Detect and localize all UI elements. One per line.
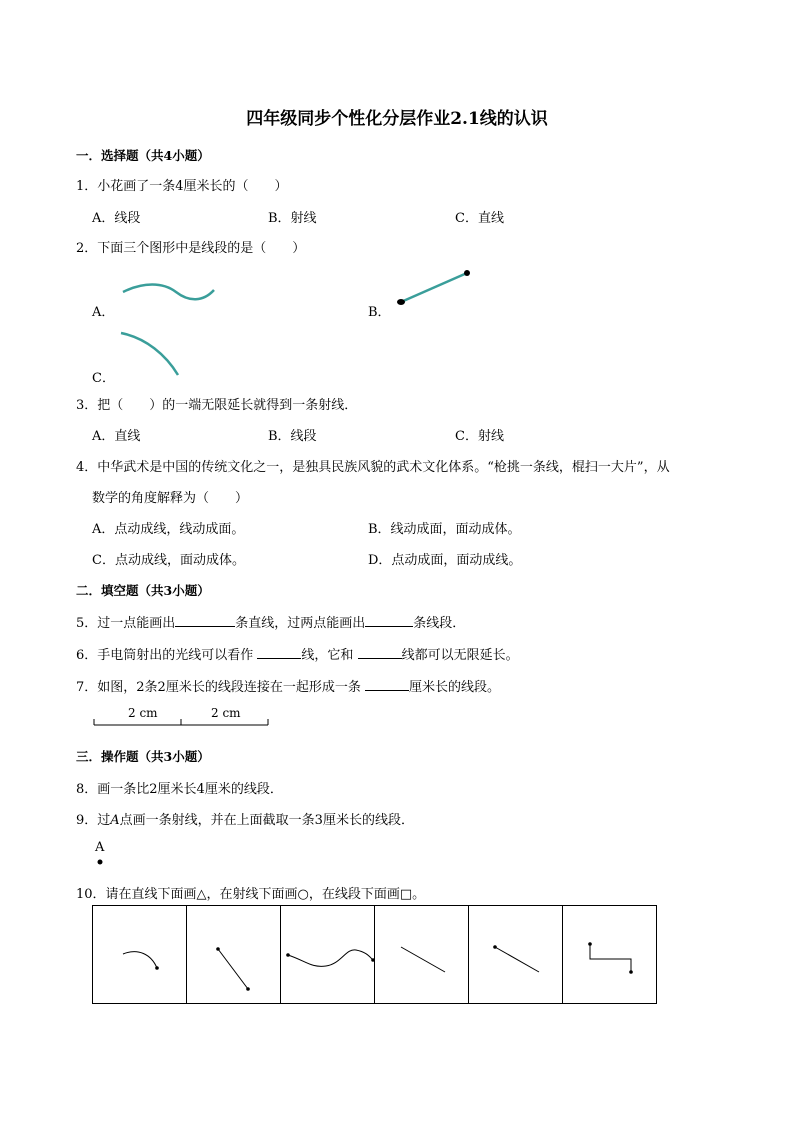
q2-figure-b-segment — [394, 268, 474, 308]
q6-blank2[interactable] — [358, 644, 402, 659]
q2-option-c: C． — [92, 371, 115, 386]
q6-blank1[interactable] — [257, 644, 301, 659]
section-heading-fill: 二．填空题（共3小题） — [76, 583, 210, 598]
q5-part3: 条线段． — [413, 616, 466, 631]
q10-figure-wavy-segment — [281, 906, 374, 1003]
q4-option-b: B．线动成面，面动成体。 — [368, 522, 521, 537]
q5-blank1[interactable] — [175, 612, 235, 627]
q7-segment-label-1: 2 cm — [128, 706, 158, 720]
q10-figure-line — [375, 906, 468, 1003]
q3-option-c: C．射线 — [455, 429, 504, 444]
q7-segment-label-2: 2 cm — [211, 706, 241, 720]
q2-figure-a-curve — [118, 280, 218, 310]
q10-figure-ray — [469, 906, 562, 1003]
q2-option-a: A． — [92, 305, 115, 320]
q7-part2: 厘米长的线段。 — [408, 680, 500, 695]
q5-part2: 条直线，过两点能画出 — [235, 616, 366, 631]
q10-cell-2[interactable] — [187, 906, 281, 1004]
section-heading-choice: 一．选择题（共4小题） — [76, 148, 210, 163]
q10-figure-segment — [187, 906, 280, 1003]
q9-point-label: A — [95, 840, 105, 855]
q4-stem-line1: 4．中华武术是中国的传统文化之一，是独具民族风貌的武术文化体系。“枪挑一条线，棍扫一大片”，从 — [76, 460, 670, 475]
page-title: 四年级同步个性化分层作业2.1线的认识 — [246, 109, 548, 129]
q7-segment-figure — [92, 705, 272, 737]
section-heading-operation: 三．操作题（共3小题） — [76, 749, 210, 764]
q10-figure-curve-ray — [93, 906, 186, 1003]
q4-stem-line2: 数学的角度解释为（ ） — [92, 491, 249, 506]
q9-point-a — [96, 858, 106, 868]
q5-blank2[interactable] — [365, 612, 413, 627]
q10-cell-5[interactable] — [469, 906, 563, 1004]
q9-point-name: A — [110, 813, 120, 828]
q8-stem: 8．画一条比2厘米长4厘米的线段． — [76, 782, 283, 797]
q9-part2: 点画一条射线，并在上面截取一条3厘米长的线段． — [119, 813, 414, 828]
q6-part2: 线，它和 — [301, 648, 354, 663]
q10-cell-6[interactable] — [563, 906, 657, 1004]
q9-stem — [76, 809, 414, 828]
q10-figure-polyline — [563, 906, 656, 1003]
q6-text — [76, 644, 519, 663]
q4-option-c: C．点动成线，面动成体。 — [92, 553, 245, 568]
q4-option-a: A．点动成线，线动成面。 — [92, 522, 245, 537]
q10-cell-4[interactable] — [375, 906, 469, 1004]
q5-text — [76, 612, 465, 631]
q10-figure-table — [92, 905, 657, 1004]
q2-stem: 2．下面三个图形中是线段的是（ ） — [76, 241, 306, 256]
q7-text — [76, 676, 500, 695]
q1-option-c: C．直线 — [455, 211, 504, 226]
q3-option-b: B．线段 — [268, 429, 317, 444]
q7-blank[interactable] — [365, 676, 409, 691]
q2-option-b: B． — [368, 305, 391, 320]
q1-option-a: A．线段 — [92, 211, 141, 226]
q6-part3: 线都可以无限延长。 — [401, 648, 519, 663]
q10-cell-3[interactable] — [281, 906, 375, 1004]
q10-stem: 10．请在直线下面画△，在射线下面画○，在线段下面画□。 — [76, 887, 426, 902]
q1-option-b: B．射线 — [268, 211, 317, 226]
q5-part1: 5．过一点能画出 — [76, 616, 176, 631]
q10-cell-1[interactable] — [93, 906, 187, 1004]
q1-stem: 1．小花画了一条4厘米长的（ ） — [76, 179, 288, 194]
q6-part1: 6．手电筒射出的光线可以看作 — [76, 648, 254, 663]
q7-part1: 7．如图，2条2厘米长的线段连接在一起形成一条 — [76, 680, 361, 695]
q4-option-d: D．点动成面，面动成线。 — [368, 553, 522, 568]
q3-option-a: A．直线 — [92, 429, 141, 444]
q9-part1: 9．过 — [76, 813, 111, 828]
q3-stem: 3．把（ ）的一端无限延长就得到一条射线． — [76, 398, 358, 413]
q2-figure-c-curve — [116, 330, 186, 380]
